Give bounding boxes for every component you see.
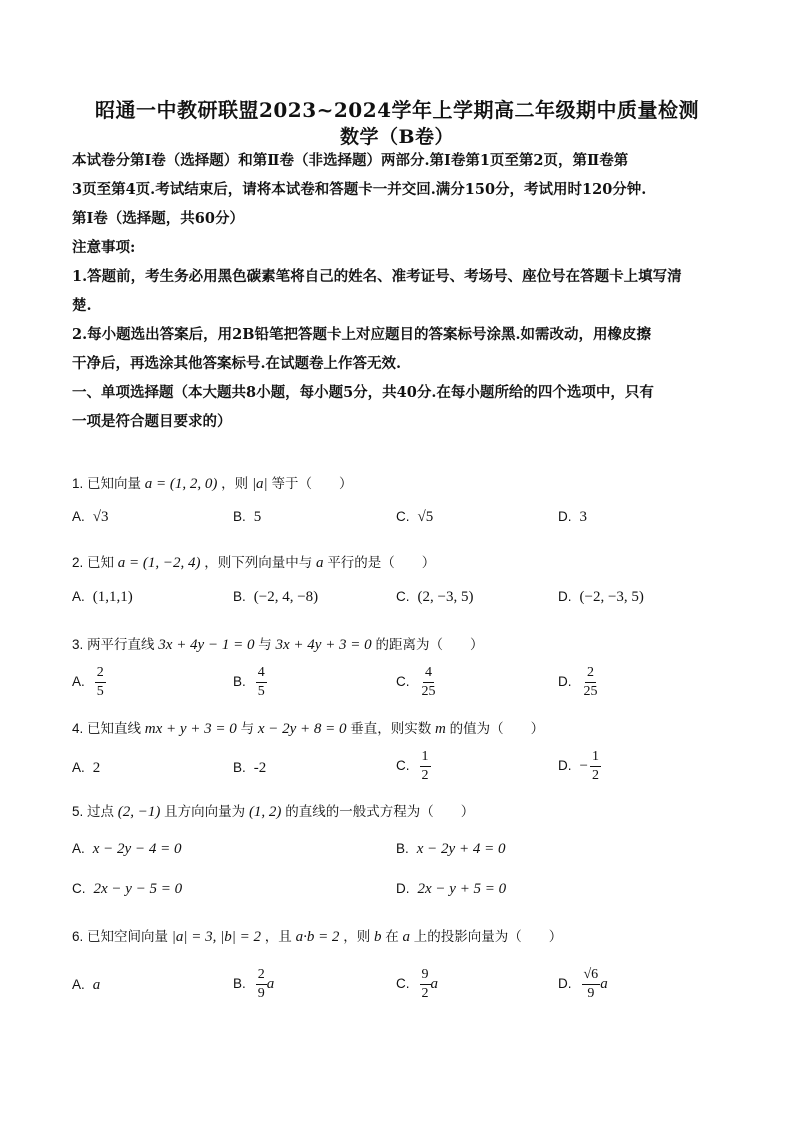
question-2-option-a: A. (1,1,1) [72, 589, 133, 605]
question-3-option-b: B. $\frac{4}{5}$ [233, 665, 265, 699]
question-4-option-c: C. $\frac{1}{2}$ [396, 749, 429, 783]
intro-line-2: 3页至第4页.考试结束后，请将本试卷和答题卡一并交回.满分150分，考试用时120分钟. [72, 181, 647, 198]
question-5-option-b: B. x − 2y + 4 = 0 [396, 841, 506, 857]
instructions [72, 146, 722, 436]
rule-1a: 1.答题前，考生务必用黑色碳素笔将自己的姓名、准考证号、考场号、座位号在答题卡上填写清 [72, 268, 682, 285]
q1-vector-a: a = (1, 2, 0) [144, 476, 218, 492]
question-1-option-a: A. √3 [72, 509, 109, 525]
question-6-stem: 6. 已知空间向量 |a| = 3, |b| = 2 ，且 a·b = 2 ，则 b 在 a 上的投影向量为（ ） [72, 929, 563, 945]
question-6-option-b: B. $\frac{2}{9}$ a [233, 967, 275, 1001]
question-6-option-d: D. $\frac{√6}{9}$ a [558, 967, 608, 1001]
question-3-option-d: D. $\frac{2}{25}$ [558, 665, 598, 699]
question-1-option-d: D. 3 [558, 509, 587, 525]
question-2-option-b: B. (−2, 4, −8) [233, 589, 319, 605]
question-4-stem: 4. 已知直线 mx + y + 3 = 0 与 x − 2y + 8 = 0 垂直，则实数 m 的值为（ ） [72, 721, 545, 737]
rule-2b: 干净后，再选涂其他答案标号.在试题卷上作答无效. [72, 355, 402, 372]
question-4-option-b: B. -2 [233, 760, 267, 776]
section-heading-a: 一、单项选择题（本大题共8小题，每小题5分，共40分.在每小题所给的四个选项中，只有 [72, 384, 654, 401]
question-3-option-c: C. $\frac{4}{25}$ [396, 665, 436, 699]
rule-1b: 楚. [72, 297, 92, 314]
question-6-option-a: A. a [72, 977, 101, 993]
exam-title: 昭通一中教研联盟2023~2024学年上学期高二年级期中质量检测 [94, 98, 700, 122]
question-1-option-c: C. √5 [396, 509, 434, 525]
section-heading-b: 一项是符合题目要求的） [72, 413, 232, 430]
question-6-option-c: C. $\frac{9}{2}$ a [396, 967, 438, 1001]
question-1-option-b: B. 5 [233, 509, 262, 525]
question-5-stem: 5. 过点 (2, −1) 且方向向量为 (1, 2) 的直线的一般式方程为（ ） [72, 804, 475, 820]
q1-norm-a: |a| [251, 476, 268, 492]
question-5-option-c: C. 2x − y − 5 = 0 [72, 881, 183, 897]
question-3-option-a: A. $\frac{2}{5}$ [72, 665, 104, 699]
notice-heading: 注意事项: [72, 239, 136, 256]
question-2-option-c: C. (2, −3, 5) [396, 589, 474, 605]
exam-subtitle: 数学（B卷） [339, 126, 455, 148]
intro-line-1: 本试卷分第Ⅰ卷（选择题）和第Ⅱ卷（非选择题）两部分.第Ⅰ卷第1页至第2页，第Ⅱ卷第 [72, 152, 629, 169]
rule-2a: 2.每小题选出答案后，用2B铅笔把答题卡上对应题目的答案标号涂黑.如需改动，用橡皮擦 [72, 326, 652, 343]
question-5-option-a: A. x − 2y − 4 = 0 [72, 841, 182, 857]
intro-line-3: 第Ⅰ卷（选择题，共60分） [72, 210, 244, 227]
question-5-option-d: D. 2x − y + 5 = 0 [396, 881, 507, 897]
question-2-stem: 2. 已知 a = (1, −2, 4) ，则下列向量中与 a 平行的是（ ） [72, 555, 436, 571]
question-3-stem: 3. 两平行直线 3x + 4y − 1 = 0 与 3x + 4y + 3 = 0 的距离为（ ） [72, 637, 484, 653]
question-1-stem: 1. 已知向量 a = (1, 2, 0) ，则 |a| 等于（ ） [72, 476, 353, 492]
question-4-option-d: D. − $\frac{1}{2}$ [558, 749, 599, 783]
question-4-option-a: A. 2 [72, 760, 101, 776]
question-2-option-d: D. (−2, −3, 5) [558, 589, 644, 605]
